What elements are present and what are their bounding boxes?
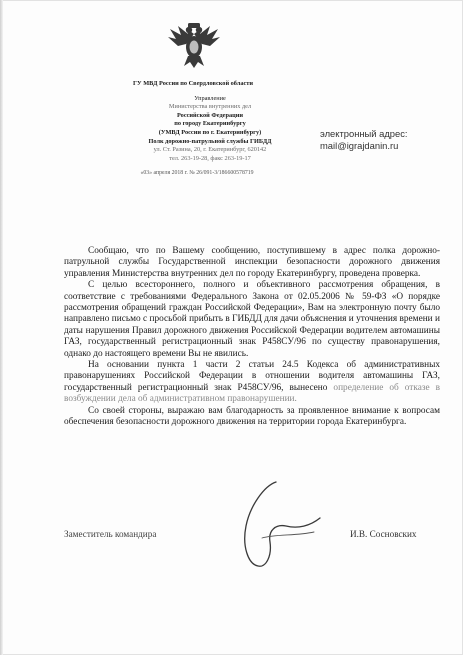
org-line: ул. Ст. Разина, 20, г. Екатеринбург, 620142 — [153, 146, 267, 154]
recipient-block — [320, 128, 408, 152]
org-line: тел. 263-19-28, факс 263-19-17 — [169, 154, 251, 162]
paragraph-3 — [64, 360, 440, 406]
org-line: (УМВД России по г. Екатеринбургу) — [158, 128, 262, 136]
letter-body — [64, 246, 440, 429]
handwritten-signature — [236, 476, 326, 572]
org-line: Управление — [194, 94, 226, 102]
paragraph-3-faded-text: определение об отказе в возбуждении дела об административном правонарушении. — [64, 382, 441, 405]
org-line: Министерства внутренних дел — [168, 103, 252, 111]
org-line: по городу Екатеринбургу — [174, 120, 246, 128]
org-line: ГУ МВД России по Свердловской области — [133, 80, 253, 87]
recipient-email: mail@igrajdanin.ru — [320, 140, 399, 151]
paragraph-2: С целью всестороннего, полного и объективного рассмотрения обращения, в соответствие с требованиями Федерального Закона от 02.05.2006 № 59-ФЗ «О порядке рассмотрения обращений граждан Российской Федерации», Вам на электронную почту было направлено письмо с просьбой прибыть в ГИБДД для дачи объяснения и уточнения времени и даты нарушения Правил дорожного движения Российской Федерации водителем автомашины ГАЗ, государственный регистрационный знак Р458СУ/96 по существу правонарушения, однако до настоящего времени Вы не явились. — [64, 280, 440, 359]
signer-name: И.В. Сосновских — [350, 529, 417, 539]
paragraph-4: Со своей стороны, выражаю вам благодарность за проявленное внимание к вопросам обеспечения безопасности дорожного движения на территории города Екатеринбурга. — [64, 405, 440, 428]
scan-edge — [0, 0, 3, 655]
signer-role: Заместитель командира — [64, 529, 157, 539]
sender-block — [78, 80, 308, 163]
email-label: электронный адрес: — [320, 128, 408, 139]
paragraph-3-text: На основании пункта 1 части 2 статьи 24.5 Кодекса об административных правонарушениях Российской Федерации в отношении водителя автомашины ГАЗ, государственный регистрационный знак Р458СУ/96, вынесено — [64, 360, 440, 393]
police-emblem-icon — [166, 20, 222, 72]
org-line: Российской Федерации — [176, 111, 243, 119]
date-and-number: «03» апреля 2018 г. № 26/091-3/186600578719 — [140, 170, 254, 176]
paragraph-1: Сообщаю, что по Вашему сообщению, поступившему в адрес полка дорожно-патрульной службы Государственной инспекции безопасности дорожного движения управления Министерства внутренних дел по городу Екатеринбургу, проведена проверка. — [64, 246, 440, 279]
org-line: Полк дорожно-патрульной службы ГИБДД — [148, 137, 272, 145]
